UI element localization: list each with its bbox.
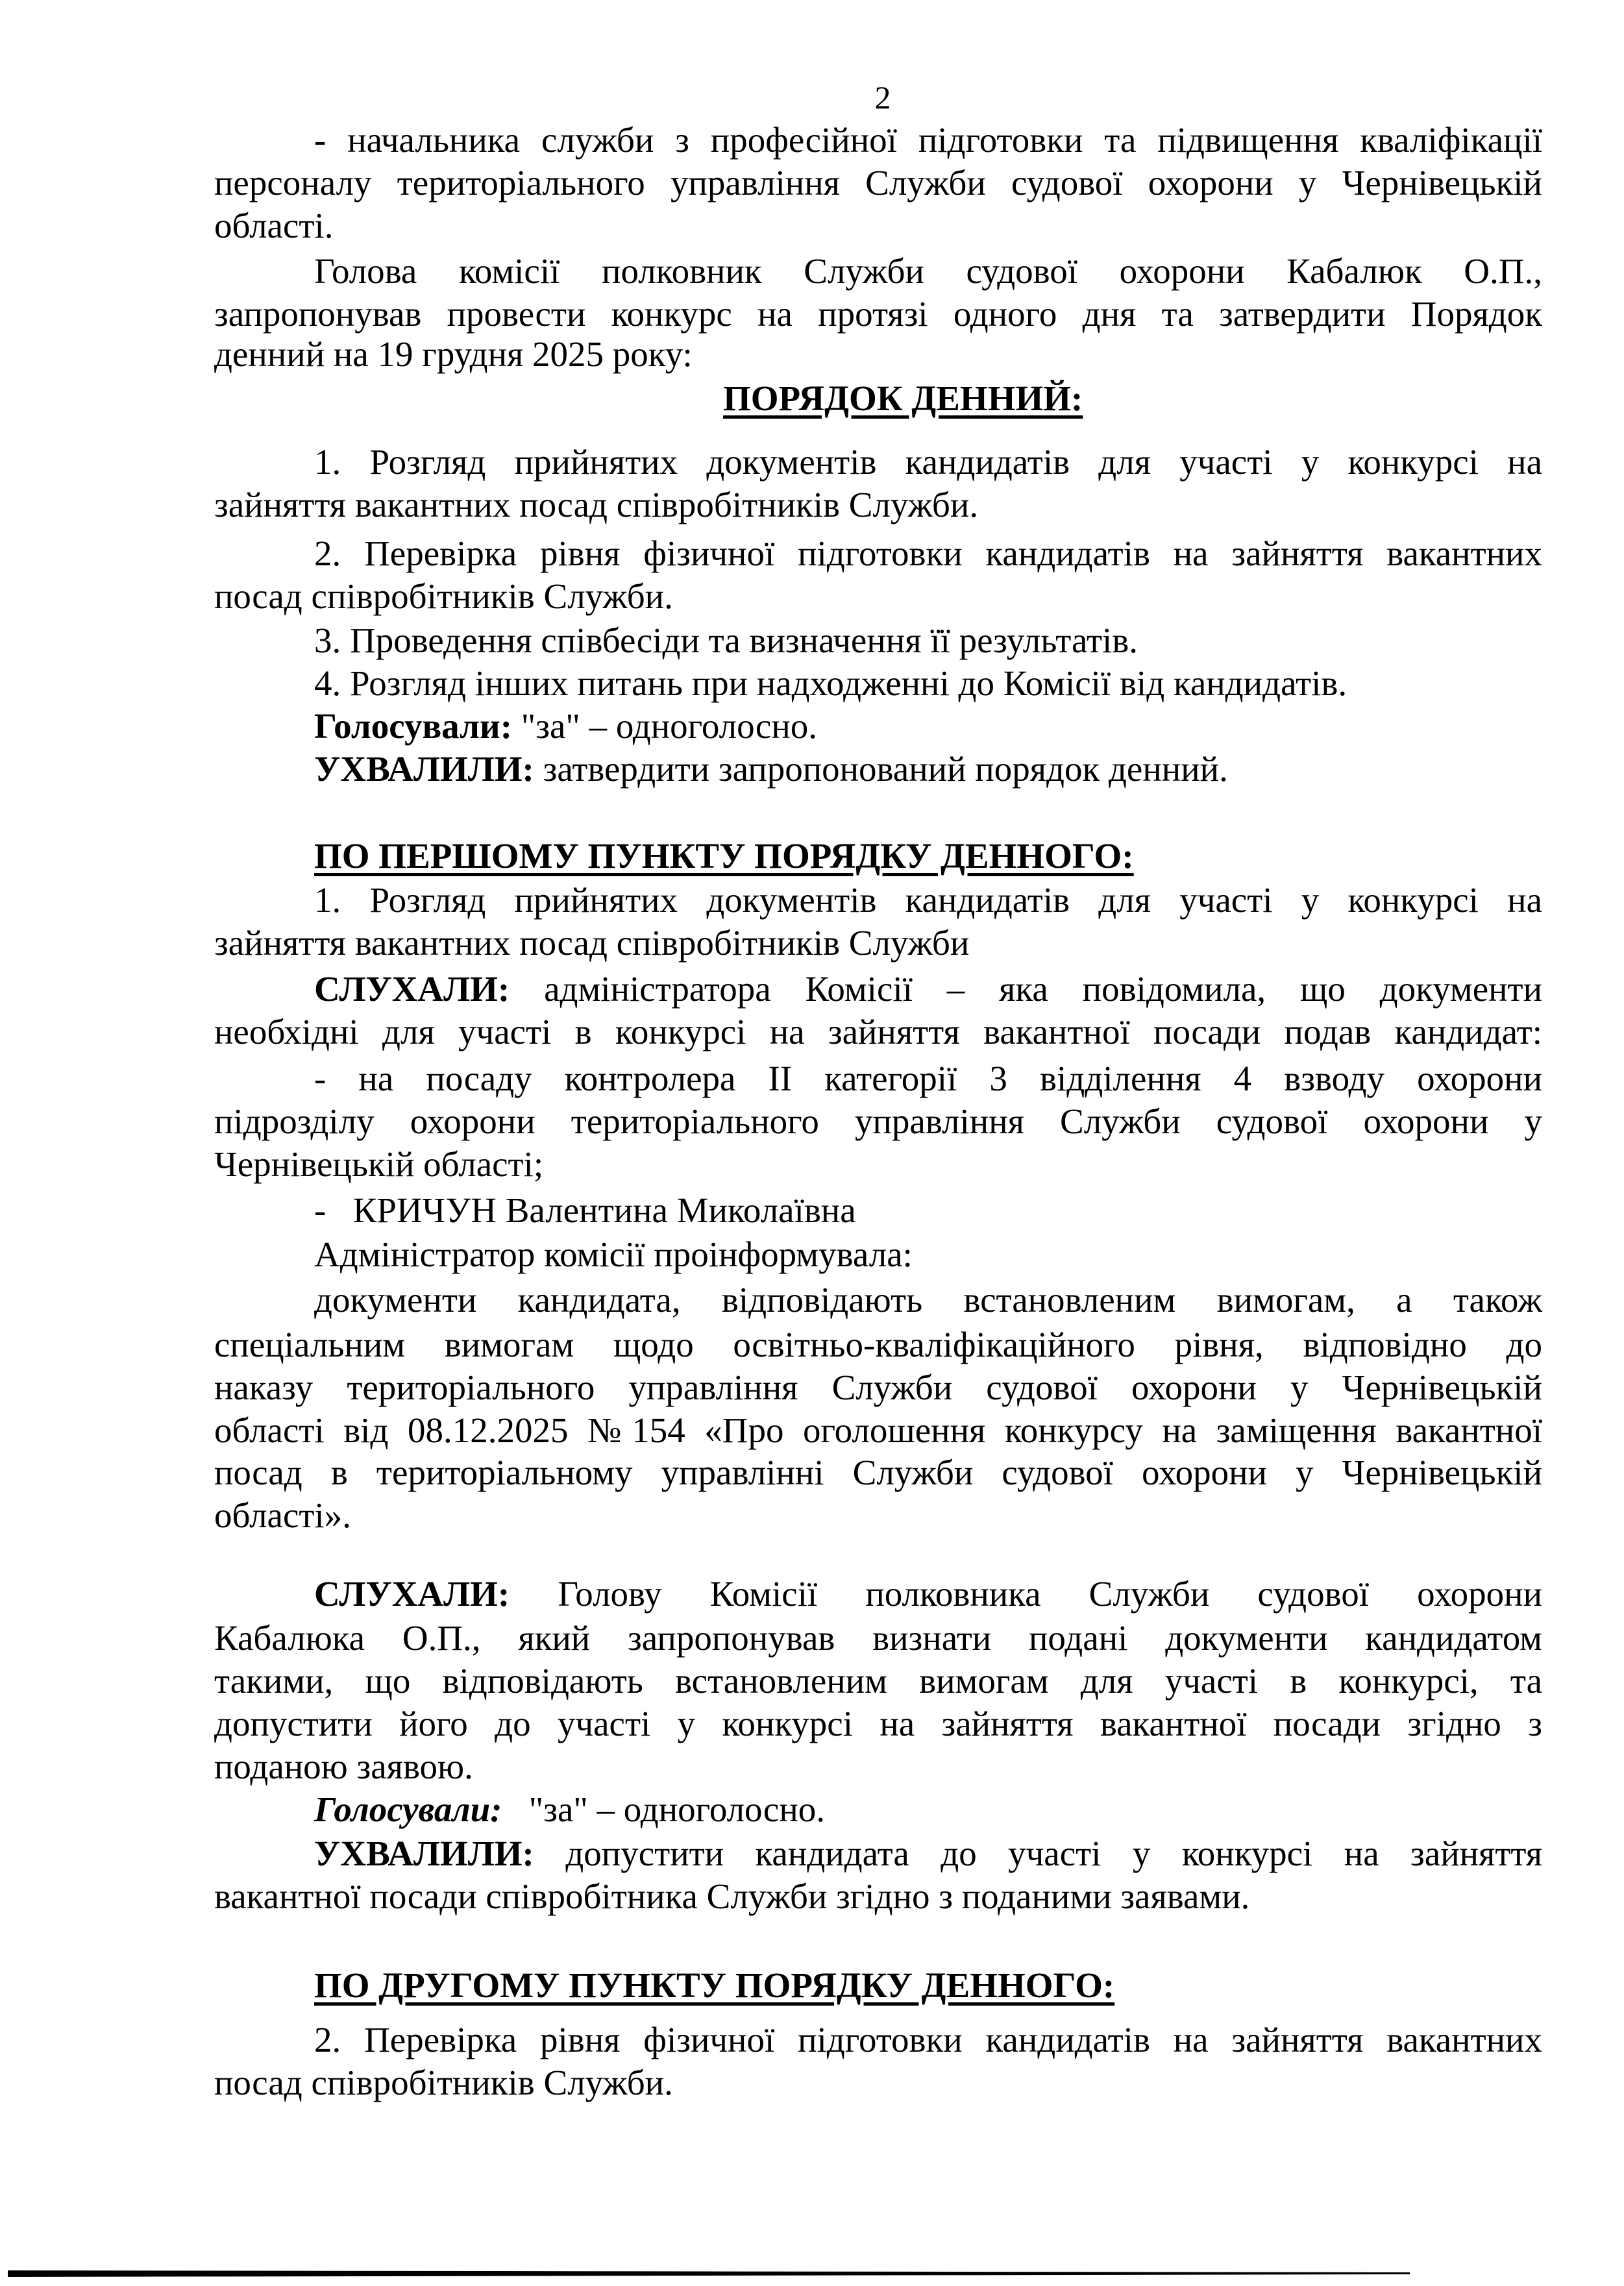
heard-text: Голову Комісії полковника Служби судової охорони [558, 1574, 1542, 1614]
first-line: такими, що відповідають встановленим вимогам для участі в конкурсі, та [214, 1661, 1542, 1701]
first-heard [314, 967, 1542, 1011]
agenda-item: 2. Перевірка рівня фізичної підготовки кандидатів на зайняття вакантних [314, 534, 1542, 573]
vote-text: "за" – одноголосно. [502, 1789, 826, 1829]
intro-line: персоналу територіального управління Служби судової охорони у Чернівецькій [214, 163, 1542, 203]
first-line: документи кандидата, відповідають встановленим вимогам, а також [314, 1280, 1542, 1320]
first-line: Адміністратор комісії проінформувала: [314, 1235, 913, 1274]
intro-line: області. [214, 206, 334, 245]
heard-label: СЛУХАЛИ: [314, 1574, 510, 1614]
intro-line: денний на 19 грудня 2025 року: [214, 334, 693, 374]
first-line: наказу територіального управління Служби судової охорони у Чернівецькій [214, 1368, 1542, 1407]
vote-text: "за" – одноголосно. [512, 706, 818, 746]
first-heard-2 [314, 1572, 1542, 1616]
first-line: зайняття вакантних посад співробітників Служби [214, 923, 970, 963]
heard-label: СЛУХАЛИ: [314, 969, 510, 1009]
first-line: необхідні для участі в конкурсі на зайняття вакантної посади подав кандидат: [214, 1012, 1542, 1051]
second-line: 2. Перевірка рівня фізичної підготовки кандидатів на зайняття вакантних [314, 2020, 1542, 2059]
first-line: поданою заявою. [214, 1747, 473, 1786]
first-line: області». [214, 1495, 351, 1535]
decision-text: затвердити запропонований порядок денний. [534, 749, 1228, 789]
second-item-title: ПО ДРУГОМУ ПУНКТУ ПОРЯДКУ ДЕННОГО: [314, 1965, 1115, 2005]
agenda-title: ПОРЯДОК ДЕННИЙ: [723, 378, 1083, 418]
first-line: області від 08.12.2025 №154 «Про оголошення конкурсу на заміщення вакантної [214, 1410, 1542, 1450]
decision-label: УХВАЛИЛИ: [314, 1834, 534, 1873]
first-vote [314, 1788, 1542, 1832]
first-item-title: ПО ПЕРШОМУ ПУНКТУ ПОРЯДКУ ДЕННОГО: [314, 836, 1134, 876]
first-line: Чернівецькій області; [214, 1144, 544, 1184]
first-line: Кабалюка О.П., який запропонував визнати подані документи кандидатом [214, 1618, 1542, 1658]
vote-label: Голосували: [314, 1789, 502, 1829]
second-line: посад співробітників Служби. [214, 2063, 673, 2102]
page-number: 2 [874, 79, 891, 116]
first-line: допустити його до участі у конкурсі на зайняття вакантної посади згідно з [214, 1704, 1542, 1743]
decision-label: УХВАЛИЛИ: [314, 749, 534, 789]
agenda-item: 3. Проведення співбесіди та визначення її результатів. [314, 621, 1138, 660]
first-line: - на посаду контролера ІІ категорії 3 відділення 4 взводу охорони [314, 1059, 1542, 1098]
scan-edge-bar [8, 2270, 1410, 2277]
first-line: підрозділу охорони територіального управління Служби судової охорони у [214, 1101, 1542, 1141]
heard-text: адміністратора Комісії – яка повідомила, що документи [544, 969, 1543, 1009]
intro-line: Голова комісії полковник Служби судової охорони Кабалюк О.П., [314, 251, 1542, 291]
first-line: вакантної посади співробітника Служби згідно з поданими заявами. [214, 1876, 1250, 1916]
agenda-item: посад співробітників Служби. [214, 576, 673, 616]
agenda-vote [314, 704, 1542, 748]
vote-label: Голосували: [314, 706, 513, 746]
first-line: спеціальним вимогам щодо освітньо-кваліфікаційного рівня, відповідно до [214, 1325, 1542, 1364]
intro-line: запропонував провести конкурс на протязі одного дня та затвердити Порядок [214, 294, 1542, 334]
intro-line: - начальника служби з професійної підготовки та підвищення кваліфікації [314, 120, 1542, 160]
agenda-item: 4. Розгляд інших питань при надходженні до Комісії від кандидатів. [314, 663, 1347, 703]
agenda-decision [314, 747, 1542, 791]
first-decision [314, 1832, 1542, 1876]
first-line: 1. Розгляд прийнятих документів кандидатів для участі у конкурсі на [314, 880, 1542, 920]
decision-text: допустити кандидата до участі у конкурсі на зайняття [565, 1834, 1542, 1873]
first-line: посад в територіальному управлінні Служби судової охорони у Чернівецькій [214, 1453, 1542, 1492]
candidate-name: - КРИЧУН Валентина Миколаївна [314, 1190, 856, 1230]
agenda-item: 1. Розгляд прийнятих документів кандидатів для участі у конкурсі на [314, 442, 1542, 482]
agenda-item: зайняття вакантних посад співробітників Служби. [214, 485, 979, 524]
